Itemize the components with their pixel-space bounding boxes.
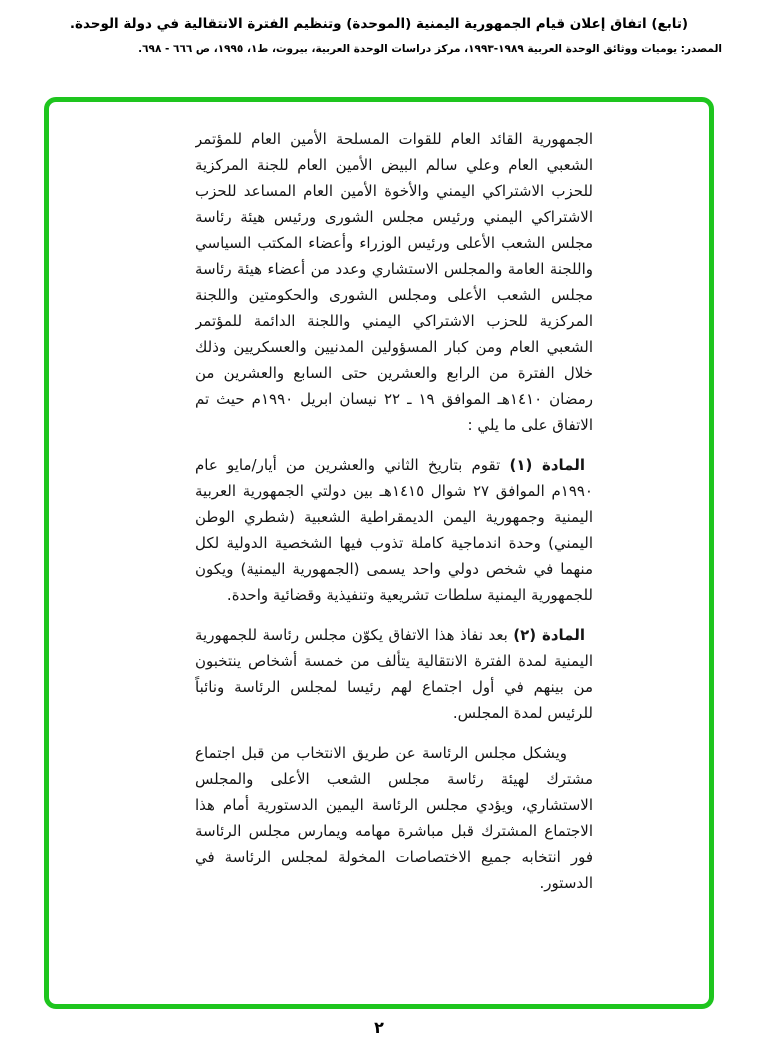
green-highlight-frame: [44, 97, 714, 1009]
document-title: (تابع) اتفاق إعلان قيام الجمهورية اليمنية (الموحدة) وتنظيم الفترة الانتقالية في دولة الوحدة.: [69, 16, 689, 32]
paragraph-council-formation: [195, 740, 593, 896]
paragraph-text: بعد نفاذ هذا الاتفاق يكوّن مجلس رئاسة للجمهورية اليمنية لمدة الفترة الانتقالية يتألف من خمسة أشخاص ينتخبون من بينهم في أول اجتماع لهم رئيسا لمجلس الرئاسة ونائباً للرئيس لمدة المجلس.: [195, 626, 593, 722]
page-number: ٢: [374, 1018, 384, 1037]
source-citation: المصدر: يوميات ووثائق الوحدة العربية ١٩٨٩-١٩٩٣، مركز دراسات الوحدة العربية، بيروت، ط١، ١٩٩٥، ص ٦٦٦ - ٦٩٨.: [138, 43, 722, 55]
paragraph-text: الجمهورية القائد العام للقوات المسلحة الأمين العام للمؤتمر الشعبي العام وعلي سالم البيض الأمين العام للجنة المركزية للحزب الاشتراكي اليمني والأخوة الأمين العام المساعد للحزب الاشتراكي اليمني ورئيس مجلس الشورى ورئيس هيئة رئاسة مجلس الشعب الأعلى ورئيس الوزراء وأعضاء المكتب السياسي واللجنة العامة والمجلس الاستشاري وعدد من أعضاء هيئة رئاسة مجلس الشعب الأعلى ومجلس الشورى والحكومتين واللجنة المركزية للحزب الاشتراكي اليمني واللجنة الدائمة للمؤتمر الشعبي العام ومن كبار المسؤولين المدنيين والعسكريين وذلك خلال الفترة من الرابع والعشرين حتى السابع والعشرين من رمضان ١٤١٠هـ الموافق ١٩ ـ ٢٢ نيسان ابريل ١٩٩٠م حيث تم الاتفاق على ما يلي :: [195, 130, 593, 434]
article-1-label: المادة (١): [509, 456, 585, 474]
article-2-label: المادة (٢): [513, 626, 585, 644]
paragraph-text: تقوم بتاريخ الثاني والعشرين من أيار/مايو عام ١٩٩٠م الموافق ٢٧ شوال ١٤١٥هـ بين دولتي الجمهورية العربية اليمنية وجمهورية اليمن الديمقراطية الشعبية (شطري الوطن اليمني) وحدة اندماجية كاملة تذوب فيها الشخصية الدولية لكل منهما في شخص دولي واحد يسمى (الجمهورية اليمنية) ويكون للجمهورية اليمنية سلطات تشريعية وتنفيذية وقضائية واحدة.: [195, 456, 593, 604]
paragraph-article-1: [195, 452, 593, 608]
paragraph-preamble: [195, 126, 593, 438]
paragraph-article-2: [195, 622, 593, 726]
page-header: [0, 16, 758, 55]
document-body: [195, 126, 593, 988]
paragraph-text: ويشكل مجلس الرئاسة عن طريق الانتخاب من قبل اجتماع مشترك لهيئة رئاسة مجلس الشعب الأعلى والمجلس الاستشاري، ويؤدي مجلس الرئاسة اليمين الدستورية أمام هذا الاجتماع المشترك قبل مباشرة مهامه ويمارس مجلس الرئاسة فور انتخابه جميع الاختصاصات المخولة لمجلس الرئاسة في الدستور.: [195, 744, 593, 892]
page-footer: [0, 1018, 758, 1037]
